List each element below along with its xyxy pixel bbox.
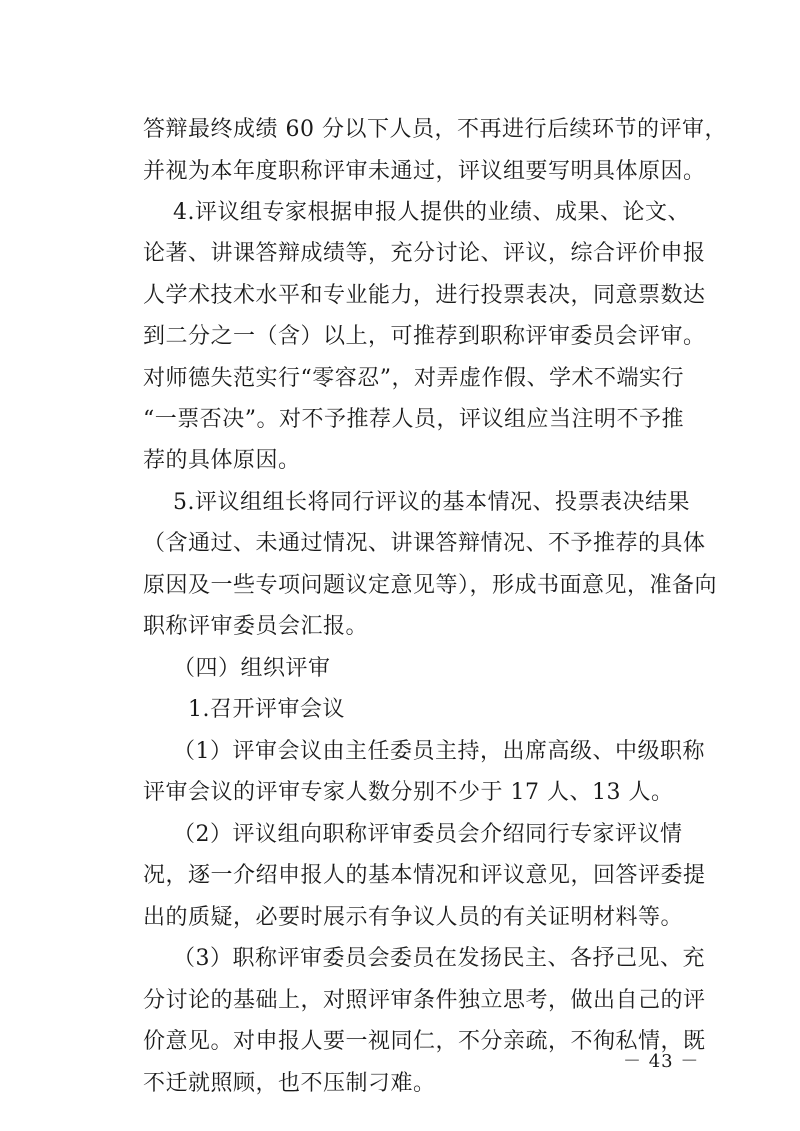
text-line: 况，逐一介绍申报人的基本情况和评议意见，回答评委提	[143, 863, 706, 888]
text-line: 原因及一些专项问题议定意见等），形成书面意见，准备向	[143, 573, 718, 598]
text-line: 答辩最终成绩 60 分以下人员，不再进行后续环节的评审，	[143, 117, 727, 142]
text-line: 5.评议组组长将同行评议的基本情况、投票表决结果	[143, 490, 690, 515]
subsection-heading: 1.召开评审会议	[143, 697, 345, 722]
text-line: 论著、讲课答辩成绩等，充分讨论、评议，综合评价申报	[143, 241, 706, 266]
text-line: 到二分之一（含）以上，可推荐到职称评审委员会评审。	[143, 324, 706, 349]
text-line: （2）评议组向职称评审委员会介绍同行专家评议情	[143, 822, 683, 847]
text-line: 分讨论的基础上，对照评审条件独立思考，做出自己的评	[143, 988, 706, 1013]
text-line: 人学术技术水平和专业能力，进行投票表决，同意票数达	[143, 283, 706, 308]
text-line: 职称评审委员会汇报。	[143, 614, 369, 639]
text-line: 评审会议的评审专家人数分别不少于 17 人、13 人。	[143, 780, 674, 805]
text-line: 出的质疑，必要时展示有争议人员的有关证明材料等。	[143, 905, 684, 930]
text-line: 对师德失范实行“零容忍”，对弄虚作假、学术不端实行	[143, 366, 684, 391]
text-line: 4.评议组专家根据申报人提供的业绩、成果、论文、	[143, 200, 690, 225]
page-number: － 43 －	[623, 1051, 700, 1072]
text-line: （3）职称评审委员会委员在发扬民主、各抒己见、充	[143, 946, 705, 971]
text-line: 并视为本年度职称评审未通过，评议组要写明具体原因。	[143, 159, 706, 184]
text-line: 荐的具体原因。	[143, 448, 301, 473]
text-line: （含通过、未通过情况、讲课答辩情况、不予推荐的具体	[143, 531, 706, 556]
text-line: “一票否决”。对不予推荐人员，评议组应当注明不予推	[143, 407, 684, 432]
text-line: （1）评审会议由主任委员主持，出席高级、中级职称	[143, 739, 705, 764]
text-line: 不迁就照顾，也不压制刁难。	[143, 1071, 436, 1096]
text-line: 价意见。对申报人要一视同仁，不分亲疏，不徇私情，既	[143, 1029, 706, 1054]
section-heading: （四）组织评审	[143, 656, 331, 681]
